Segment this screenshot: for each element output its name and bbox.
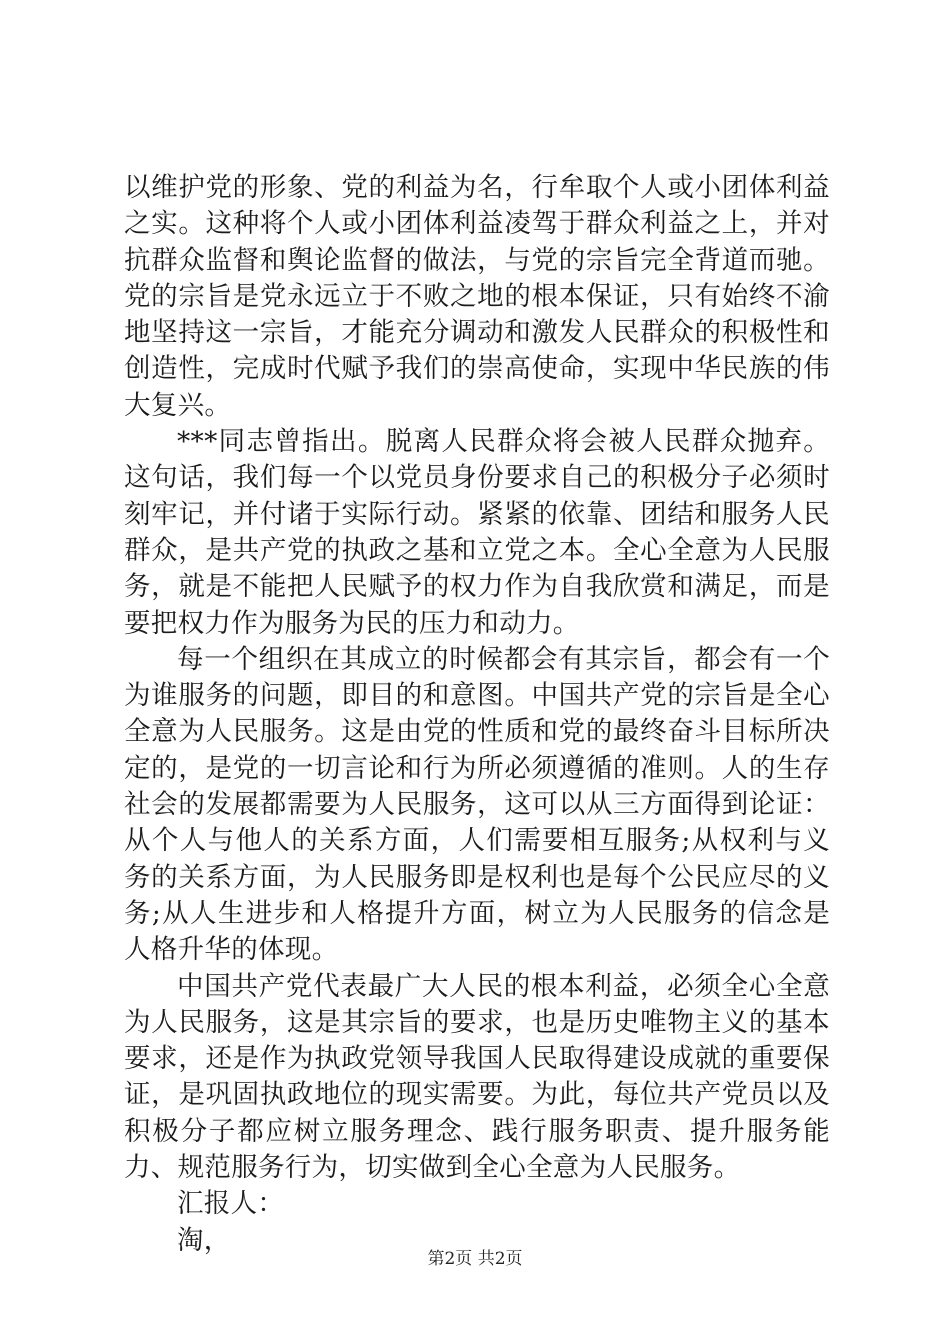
paragraph: 每一个组织在其成立的时候都会有其宗旨，都会有一个为谁服务的问题，即目的和意图。中国共产党的宗旨是全心全意为人民服务。这是由党的性质和党的最终奋斗目标所决定的，是党的一切言论和行为所必须遵循的准则。人的生存社会的发展都需要为人民服务，这可以从三方面得到论证：从个人与他人的关系方面，人们需要相互服务;从权利与义务的关系方面，为人民服务即是权利也是每个公民应尽的义务;从人生进步和人格提升方面，树立为人民服务的信念是人格升华的体现。 — [124, 643, 830, 966]
paragraph-continuation: 以维护党的形象、党的利益为名，行牟取个人或小团体利益之实。这种将个人或小团体利益凌驾于群众利益之上，并对抗群众监督和舆论监督的做法，与党的宗旨完全背道而驰。党的宗旨是党永远立于不败之地的根本保证，只有始终不渝地坚持这一宗旨，才能充分调动和激发人民群众的积极性和创造性，完成时代赋予我们的崇高使命，实现中华民族的伟大复兴。 — [124, 172, 830, 421]
page-footer — [0, 1244, 950, 1269]
paragraph: ***同志曾指出。脱离人民群众将会被人民群众抛弃。这句话，我们每一个以党员身份要求自己的积极分子必须时刻牢记，并付诸于实际行动。紧紧的依靠、团结和服务人民群众，是共产党的执政之基和立党之本。全心全意为人民服务，就是不能把人民赋予的权力作为自我欣赏和满足，而是要把权力作为服务为民的压力和动力。 — [124, 426, 830, 639]
signature-line: 淘， — [177, 1224, 231, 1256]
document-body — [124, 170, 830, 1259]
paragraph: 中国共产党代表最广大人民的根本利益，必须全心全意为人民服务，这是其宗旨的要求，也是历史唯物主义的基本要求，还是作为执政党领导我国人民取得建设成就的重要保证，是巩固执政地位的现实需要。为此，每位共产党员以及积极分子都应树立服务理念、践行服务职责、提升服务能力、规范服务行为，切实做到全心全意为人民服务。 — [124, 970, 830, 1184]
page-number: 第2页 共2页 — [427, 1249, 523, 1269]
reporter-label: 汇报人： — [177, 1188, 285, 1220]
